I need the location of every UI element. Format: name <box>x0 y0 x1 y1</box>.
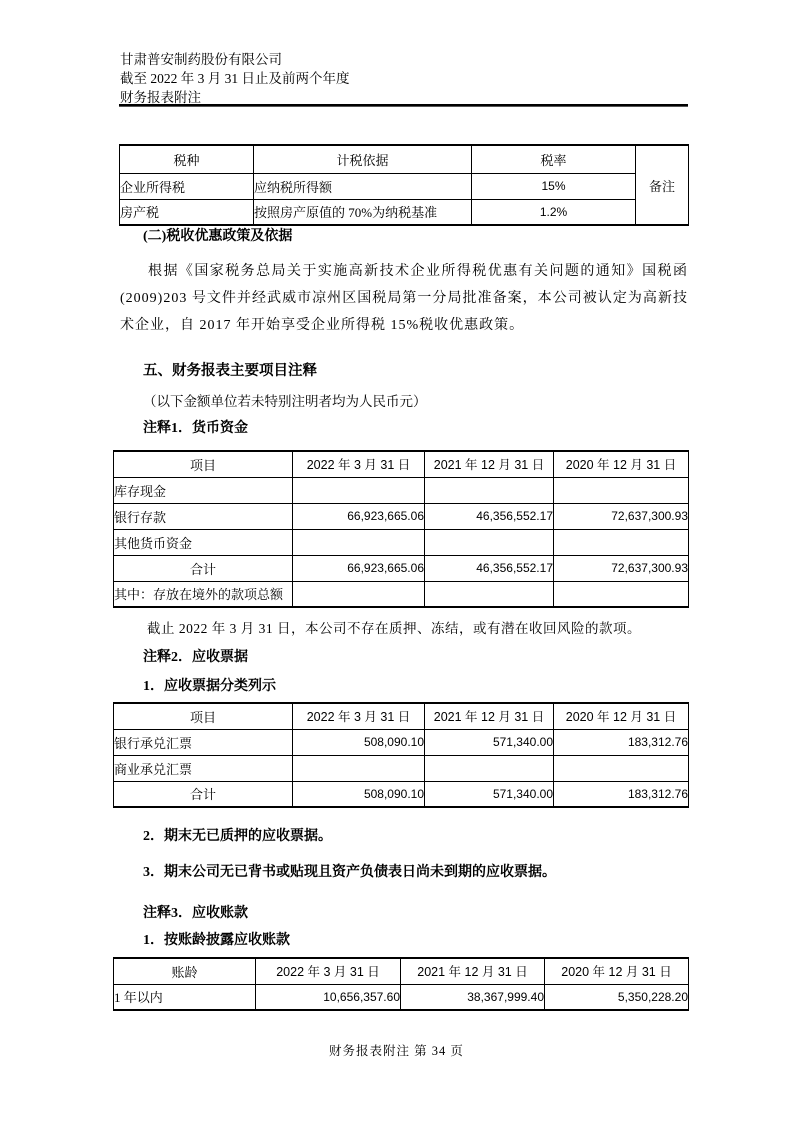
amount-cell: 72,637,300.93 <box>554 503 689 529</box>
col-header-2020: 2020 年 12 月 31 日 <box>554 451 689 477</box>
row-label: 1 年以内 <box>114 984 256 1010</box>
amount-cell: 66,923,665.06 <box>293 503 425 529</box>
row-label: 其中：存放在境外的款项总额 <box>114 581 293 607</box>
tax-policy-paragraph: 根据《国家税务总局关于实施高新技术企业所得税优惠有关问题的通知》国税函(2009)203 号文件并经武威市凉州区国税局第一分局批准备案，本公司被认定为高新技术企业，自 2017 年开始享受企业所得税 15%税收优惠政策。 <box>120 264 688 333</box>
amount-cell <box>425 477 554 503</box>
row-label: 商业承兑汇票 <box>114 755 293 781</box>
table-row <box>114 477 689 503</box>
amount-cell: 183,312.76 <box>554 781 689 807</box>
table-header-row <box>120 145 689 173</box>
document-header <box>120 50 350 107</box>
amount-cell: 508,090.10 <box>293 781 425 807</box>
note1-remark: 截止 2022 年 3 月 31 日，本公司不存在质押、冻结，或有潜在收回风险的款项。 <box>147 621 641 636</box>
table-row total-row <box>114 555 689 581</box>
amount-cell: 46,356,552.17 <box>425 503 554 529</box>
col-header-tax-basis: 计税依据 <box>254 145 472 173</box>
amount-cell <box>554 477 689 503</box>
table-row <box>114 984 689 1010</box>
table-row <box>120 173 689 199</box>
col-header-2021: 2021 年 12 月 31 日 <box>425 451 554 477</box>
table-row <box>114 755 689 781</box>
amount-cell <box>293 581 425 607</box>
cash-funds-table <box>113 450 689 608</box>
table-row <box>114 529 689 555</box>
col-header-2022: 2022 年 3 月 31 日 <box>256 958 401 984</box>
amount-cell <box>293 755 425 781</box>
note1-heading: 注释1．货币资金 <box>143 421 248 436</box>
amount-cell <box>554 581 689 607</box>
table-row total-row <box>114 781 689 807</box>
col-header-2022: 2022 年 3 月 31 日 <box>293 451 425 477</box>
amount-cell: 38,367,999.40 <box>401 984 545 1010</box>
row-label: 银行存款 <box>114 503 293 529</box>
amount-cell <box>554 755 689 781</box>
col-header-2021: 2021 年 12 月 31 日 <box>425 703 554 729</box>
company-name: 甘肃普安制药股份有限公司 <box>120 52 282 67</box>
row-label: 银行承兑汇票 <box>114 729 293 755</box>
table-header-row <box>114 451 689 477</box>
amount-cell <box>425 529 554 555</box>
col-header-tax-type: 税种 <box>120 145 254 173</box>
note3-heading: 注释3．应收账款 <box>143 906 248 921</box>
amount-cell: 72,637,300.93 <box>554 555 689 581</box>
report-title: 财务报表附注 <box>120 90 201 105</box>
header-divider <box>119 104 688 107</box>
amount-cell <box>425 581 554 607</box>
table-row <box>114 581 689 607</box>
col-header-2022: 2022 年 3 月 31 日 <box>293 703 425 729</box>
amount-cell <box>554 529 689 555</box>
tax-rate-cell: 1.2% <box>472 199 636 225</box>
tax-rate-table <box>119 144 689 226</box>
bills-receivable-table <box>113 702 689 808</box>
total-label: 合计 <box>114 555 293 581</box>
aging-table <box>113 957 689 1011</box>
col-header-tax-rate: 税率 <box>472 145 636 173</box>
col-header-item: 项目 <box>114 451 293 477</box>
report-period: 截至 2022 年 3 月 31 日止及前两个年度 <box>120 71 350 86</box>
amount-cell: 183,312.76 <box>554 729 689 755</box>
table-header-row <box>114 703 689 729</box>
col-header-aging: 账龄 <box>114 958 256 984</box>
amount-cell: 46,356,552.17 <box>425 555 554 581</box>
amount-cell: 508,090.10 <box>293 729 425 755</box>
col-header-2021: 2021 年 12 月 31 日 <box>401 958 545 984</box>
amount-cell: 5,350,228.20 <box>545 984 689 1010</box>
col-header-item: 项目 <box>114 703 293 729</box>
tax-policy-heading: (二)税收优惠政策及依据 <box>143 229 293 244</box>
col-header-2020: 2020 年 12 月 31 日 <box>554 703 689 729</box>
note3-sub1-heading: 1．按账龄披露应收账款 <box>143 933 290 948</box>
row-label: 库存现金 <box>114 477 293 503</box>
amount-cell: 571,340.00 <box>425 729 554 755</box>
note2-sub1-heading: 1．应收票据分类列示 <box>143 679 276 694</box>
tax-type-cell: 房产税 <box>120 199 254 225</box>
unit-note: （以下金额单位若未特别注明者均为人民币元） <box>143 394 427 409</box>
note2-item2: 2．期末无已质押的应收票据。 <box>143 829 332 844</box>
note2-item3: 3．期末公司无已背书或贴现且资产负债表日尚未到期的应收票据。 <box>143 865 556 880</box>
amount-cell <box>425 755 554 781</box>
table-row <box>114 503 689 529</box>
total-label: 合计 <box>114 781 293 807</box>
amount-cell: 571,340.00 <box>425 781 554 807</box>
amount-cell <box>293 529 425 555</box>
note2-heading: 注释2．应收票据 <box>143 650 248 665</box>
table-header-row <box>114 958 689 984</box>
tax-basis-cell: 按照房产原值的 70%为纳税基准 <box>254 199 472 225</box>
tax-type-cell: 企业所得税 <box>120 173 254 199</box>
page-footer: 财务报表附注 第 34 页 <box>329 1044 464 1058</box>
tax-basis-cell: 应纳税所得额 <box>254 173 472 199</box>
amount-cell <box>293 477 425 503</box>
amount-cell: 66,923,665.06 <box>293 555 425 581</box>
col-header-remark: 备注 <box>636 145 689 225</box>
table-row <box>120 199 689 225</box>
tax-rate-cell: 15% <box>472 173 636 199</box>
row-label: 其他货币资金 <box>114 529 293 555</box>
col-header-2020: 2020 年 12 月 31 日 <box>545 958 689 984</box>
main-notes-heading: 五、财务报表主要项目注释 <box>143 363 317 379</box>
table-row <box>114 729 689 755</box>
amount-cell: 10,656,357.60 <box>256 984 401 1010</box>
